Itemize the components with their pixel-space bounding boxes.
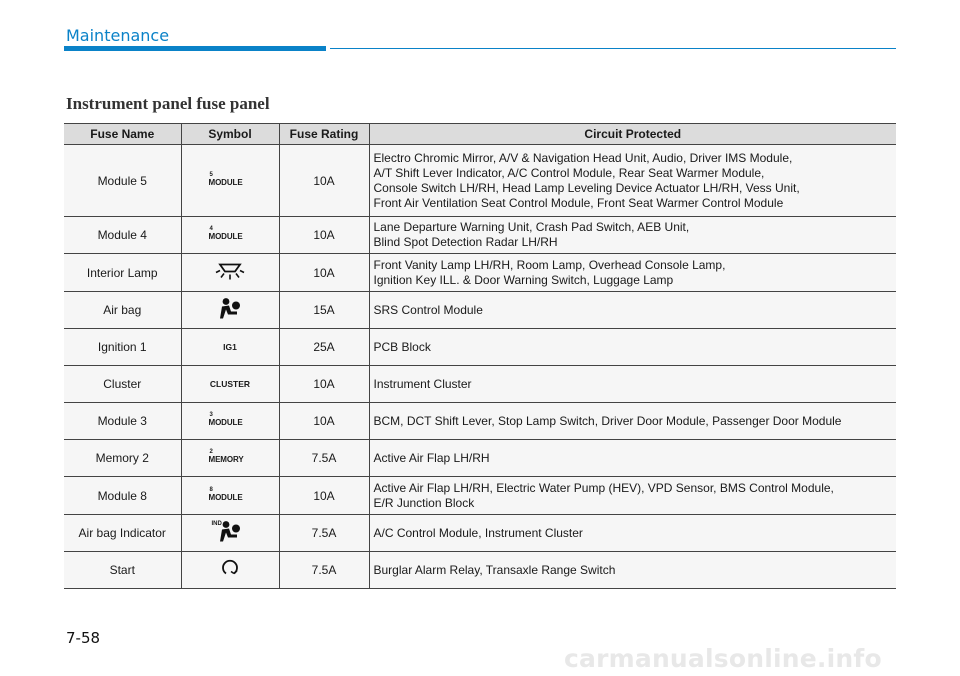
fuse-name-cell: Module 4 bbox=[64, 217, 181, 254]
page-heading: Instrument panel fuse panel bbox=[66, 94, 270, 113]
table-row bbox=[64, 292, 896, 329]
table-row bbox=[64, 254, 896, 292]
interior-lamp-icon bbox=[213, 260, 247, 285]
circuit-line: Console Switch LH/RH, Head Lamp Leveling Device Actuator LH/RH, Vess Unit, bbox=[373, 180, 800, 195]
fuse-name-cell: Air bag Indicator bbox=[64, 515, 181, 552]
circuit-protected-cell bbox=[369, 515, 896, 552]
fuse-symbol-label: IG1 bbox=[223, 342, 237, 352]
column-header-circuit-protected: Circuit Protected bbox=[369, 124, 896, 145]
table-row bbox=[64, 217, 896, 254]
fuse-symbol-label: CLUSTER bbox=[209, 379, 251, 389]
fuse-rating-cell: 10A bbox=[279, 366, 369, 403]
airbag-icon bbox=[217, 297, 243, 324]
table-row bbox=[64, 145, 896, 217]
circuit-protected-cell bbox=[369, 440, 896, 477]
fuse-rating-cell: 15A bbox=[279, 292, 369, 329]
fuse-name-cell: Module 8 bbox=[64, 477, 181, 515]
fuse-rating-cell: 10A bbox=[279, 145, 369, 217]
fuse-symbol-number: 3 bbox=[209, 412, 213, 418]
watermark: carmanualsonline.info bbox=[564, 644, 882, 673]
fuse-symbol-number: 4 bbox=[209, 226, 213, 232]
circuit-line: SRS Control Module bbox=[373, 302, 483, 317]
fuse-symbol-number: 5 bbox=[209, 171, 213, 178]
fuse-symbol-cell bbox=[181, 254, 279, 292]
fuse-symbol-label: MODULE bbox=[208, 418, 243, 427]
header-bar-thick bbox=[64, 46, 326, 51]
circuit-protected-cell bbox=[369, 329, 896, 366]
circuit-protected-cell bbox=[369, 552, 896, 589]
fuse-symbol-label: MODULE bbox=[208, 232, 243, 241]
fuse-symbol-label: MEMORY bbox=[208, 455, 244, 464]
circuit-line: E/R Junction Block bbox=[373, 495, 475, 510]
circuit-line: BCM, DCT Shift Lever, Stop Lamp Switch, Driver Door Module, Passenger Door Module bbox=[373, 413, 842, 428]
circuit-line: Ignition Key ILL. & Door Warning Switch, Luggage Lamp bbox=[373, 272, 674, 287]
fuse-symbol-cell bbox=[181, 403, 279, 440]
circuit-line: Electro Chromic Mirror, A/V & Navigation Head Unit, Audio, Driver IMS Module, bbox=[373, 150, 793, 165]
column-header-fuse-rating: Fuse Rating bbox=[279, 124, 369, 145]
fuse-rating-cell: 7.5A bbox=[279, 440, 369, 477]
fuse-symbol-cell bbox=[181, 292, 279, 329]
column-header-symbol: Symbol bbox=[181, 124, 279, 145]
fuse-name-cell: Memory 2 bbox=[64, 440, 181, 477]
section-title: Maintenance bbox=[66, 26, 170, 45]
fuse-symbol-cell bbox=[181, 366, 279, 403]
circuit-line: Front Vanity Lamp LH/RH, Room Lamp, Overhead Console Lamp, bbox=[373, 257, 726, 272]
circuit-line: A/C Control Module, Instrument Cluster bbox=[373, 525, 583, 540]
fuse-symbol-cell bbox=[181, 217, 279, 254]
fuse-symbol-label: MODULE bbox=[208, 492, 243, 502]
fuse-symbol-cell bbox=[181, 145, 279, 217]
fuse-symbol-cell bbox=[181, 477, 279, 515]
table-row bbox=[64, 366, 896, 403]
table-row bbox=[64, 440, 896, 477]
circuit-line: Blind Spot Detection Radar LH/RH bbox=[373, 235, 558, 249]
circuit-line: Burglar Alarm Relay, Transaxle Range Switch bbox=[373, 562, 616, 577]
fuse-rating-cell: 10A bbox=[279, 217, 369, 254]
circuit-protected-cell bbox=[369, 366, 896, 403]
fuse-rating-cell: 10A bbox=[279, 254, 369, 292]
circuit-protected-cell bbox=[369, 217, 896, 254]
fuse-symbol-cell bbox=[181, 552, 279, 589]
circuit-line: PCB Block bbox=[373, 339, 431, 354]
fuse-table-body bbox=[64, 145, 896, 589]
circuit-protected-cell bbox=[369, 254, 896, 292]
table-row bbox=[64, 552, 896, 589]
start-icon bbox=[220, 559, 240, 582]
circuit-protected-cell bbox=[369, 403, 896, 440]
column-header-fuse-name: Fuse Name bbox=[64, 124, 181, 145]
circuit-protected-cell bbox=[369, 292, 896, 329]
circuit-protected-cell bbox=[369, 145, 896, 217]
circuit-line: A/T Shift Lever Indicator, A/C Control Module, Rear Seat Warmer Module, bbox=[373, 165, 765, 180]
fuse-rating-cell: 10A bbox=[279, 477, 369, 515]
fuse-symbol-indicator-label: IND bbox=[211, 521, 222, 527]
circuit-line: Lane Departure Warning Unit, Crash Pad Switch, AEB Unit, bbox=[373, 220, 690, 234]
fuse-name-cell: Start bbox=[64, 552, 181, 589]
fuse-name-cell: Air bag bbox=[64, 292, 181, 329]
fuse-name-cell: Ignition 1 bbox=[64, 329, 181, 366]
table-row bbox=[64, 329, 896, 366]
fuse-name-cell: Module 3 bbox=[64, 403, 181, 440]
fuse-symbol-cell bbox=[181, 329, 279, 366]
fuse-table bbox=[64, 123, 896, 589]
circuit-protected-cell bbox=[369, 477, 896, 515]
fuse-symbol-number: 8 bbox=[209, 486, 213, 493]
table-row bbox=[64, 477, 896, 515]
fuse-rating-cell: 10A bbox=[279, 403, 369, 440]
fuse-symbol-label: MODULE bbox=[208, 177, 243, 187]
fuse-symbol-cell bbox=[181, 440, 279, 477]
fuse-name-cell: Interior Lamp bbox=[64, 254, 181, 292]
table-row bbox=[64, 515, 896, 552]
fuse-rating-cell: 25A bbox=[279, 329, 369, 366]
fuse-rating-cell: 7.5A bbox=[279, 515, 369, 552]
fuse-rating-cell: 7.5A bbox=[279, 552, 369, 589]
circuit-line: Front Air Ventilation Seat Control Module, Front Seat Warmer Control Module bbox=[373, 195, 784, 210]
table-row bbox=[64, 403, 896, 440]
circuit-line: Active Air Flap LH/RH bbox=[373, 450, 490, 465]
circuit-line: Active Air Flap LH/RH, Electric Water Pump (HEV), VPD Sensor, BMS Control Module, bbox=[373, 480, 834, 495]
header-bar-thin bbox=[330, 48, 896, 49]
fuse-symbol-number: 2 bbox=[209, 449, 213, 455]
table-header-row bbox=[64, 124, 896, 145]
page-number: 7-58 bbox=[66, 629, 101, 647]
fuse-name-cell: Cluster bbox=[64, 366, 181, 403]
fuse-name-cell: Module 5 bbox=[64, 145, 181, 217]
circuit-line: Instrument Cluster bbox=[373, 376, 472, 391]
fuse-symbol-cell bbox=[181, 515, 279, 552]
